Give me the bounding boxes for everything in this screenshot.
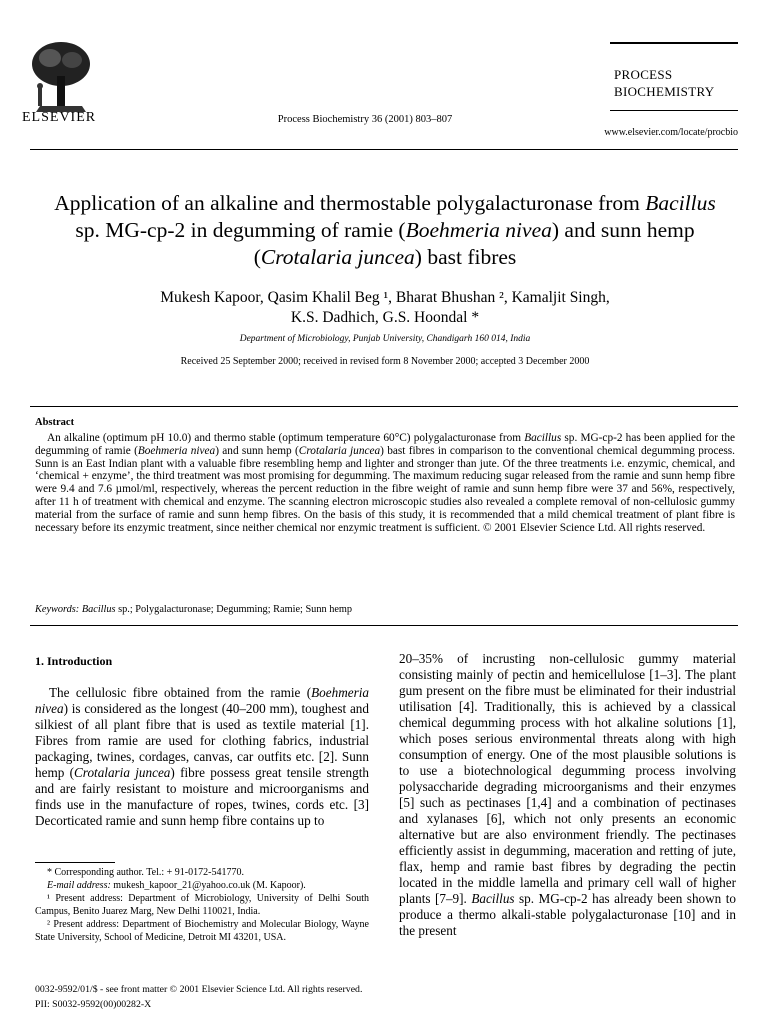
abstract-divider: [30, 406, 738, 407]
journal-url[interactable]: www.elsevier.com/locate/procbio: [604, 127, 738, 138]
authors-line1: Mukesh Kapoor, Qasim Khalil Beg ¹, Bharat Bhushan ², Kamaljit Singh,: [160, 289, 610, 306]
journal-rule: [610, 110, 738, 111]
footnote-1: ¹ Present address: Department of Microbiology, University of Delhi South Campus, Benito Juarez Marg, New Delhi 110021, India.: [35, 893, 369, 917]
front-matter: [35, 982, 362, 1012]
author-affiliation: Department of Microbiology, Punjab University, Chandigarh 160 014, India: [239, 334, 531, 344]
header-rule: [610, 42, 738, 44]
abstract-heading: Abstract: [35, 417, 75, 428]
elsevier-logo-tree: [30, 40, 92, 114]
journal-name-line2: BIOCHEMISTRY: [614, 84, 715, 99]
keywords-divider: [30, 625, 738, 626]
footnote-2: ² Present address: Department of Biochemistry and Molecular Biology, Wayne State University, School of Medicine, Detroit MI 43201, USA.: [35, 919, 369, 943]
front-matter-copyright: 0032-9592/01/$ - see front matter © 2001 Elsevier Science Ltd. All rights reserved.: [35, 984, 363, 995]
intro-column-right: 20–35% of incrusting non-cellulosic gummy material consisting mainly of pectin and hemicellulose [1–3]. The plant gum present on the fibre must be eliminated for their industrial utilisation [4]. Traditionally, this is achieved by a classical chemical degumming process with hot alkaline solutions [1], which poses serious environmental threats along with high consumption of energy. One of the most plausible solutions is to use a biotechnological degumming process involving polysaccharide degrading microorganisms and their enzymes [5] such as pectinases [1,4] and a combination of pectinases and xylanases [6], which not only presents an economic alternative but are also environment friendly. The pectinases efficiently assist in degumming, maceration and retting of jute, flax, hemp and ramie bast fibres by degrading the pectin located in the middle lamella and primary cell wall of higher plants [7–9]. Bacillus sp. MG-cp-2 has already been shown to produce a thermo alkali-stable polygalacturonase [10] and in the present: [399, 651, 736, 938]
journal-citation: Process Biochemistry 36 (2001) 803–807: [277, 114, 453, 125]
header-divider: [30, 149, 738, 150]
authors-line2: K.S. Dadhich, G.S. Hoondal *: [290, 309, 480, 326]
keywords: Keywords: Bacillus sp.; Polygalacturonase; Degumming; Ramie; Sunn hemp: [35, 604, 353, 615]
footnotes: [35, 866, 369, 944]
journal-name-line1: PROCESS: [614, 67, 673, 82]
section-heading-introduction: 1. Introduction: [35, 654, 113, 668]
abstract-text: An alkaline (optimum pH 10.0) and thermo stable (optimum temperature 60°C) polygalacturonase from Bacillus sp. MG-cp-2 has been applied for the degumming of ramie (Boehmeria nivea) and sunn hemp (Crotalaria juncea) bast fibres in comparison to the conventional chemical degumming process. Sunn is an East Indian plant with a valuable fibre resembling hemp and lighter and stronger than jute. Of the three treatments i.e. enzymic, chemical, and ‘chemical + enzyme’, the third treatment was most promising for degumming. The maximum reducing sugar released from the ramie and sunn hemp fibre were 9.4 and 7.6 µmol/ml, respectively, whereas the percent reduction in the fibre weight of ramie and sunn hemp fibre were 37 and 56%, respectively, after 11 h of treatment with chemical and enzyme. The scanning electron microscopic studies also revealed a complete removal of non-cellulosic gummy material from the surface of ramie and sunn hemp fibres. On the basis of this study, it is recommended that a mild chemical treatment of plant fibre is necessary before its enzymic treatment, since neither chemical nor enzymic treatment is sufficient. © 2001 Elsevier Science Ltd. All rights reserved.: [35, 432, 735, 534]
article-title: Application of an alkaline and thermostable polygalacturonase from Bacillus sp. MG-cp-2 in degumming of ramie (Boehmeria nivea) and sunn hemp (Crotalaria juncea) bast fibres: [54, 191, 716, 269]
author-list: [40, 288, 730, 328]
article-dates: Received 25 September 2000; received in revised form 8 November 2000; accepted 3 December 2000: [180, 356, 590, 367]
footnote-email: E-mail address: mukesh_kapoor_21@yahoo.co.uk (M. Kapoor).: [47, 880, 306, 891]
intro-column-left: The cellulosic fibre obtained from the ramie (Boehmeria nivea) is considered as the longest (40–200 mm), toughest and silkiest of all plant fibre that is used as textile material [1]. Fibres from ramie are used for clothing fabrics, industrial packaging, twines, cordages, canvas, car outfits etc. [2]. Sunn hemp (Crotalaria juncea) fibre possess great tensile strength and are fairly resistant to moisture and microorganisms and finds use in the manufacture of ropes, twines, cords etc. [3] Decorticated ramie and sunn hemp fibre contains up to: [35, 685, 369, 828]
front-matter-pii: PII: S0032-9592(00)00282-X: [35, 999, 152, 1010]
footnote-rule: [35, 862, 115, 863]
journal-name: [614, 66, 714, 100]
publisher-name: ELSEVIER: [22, 110, 97, 125]
footnote-corresponding: * Corresponding author. Tel.: + 91-0172-541770.: [47, 867, 244, 878]
